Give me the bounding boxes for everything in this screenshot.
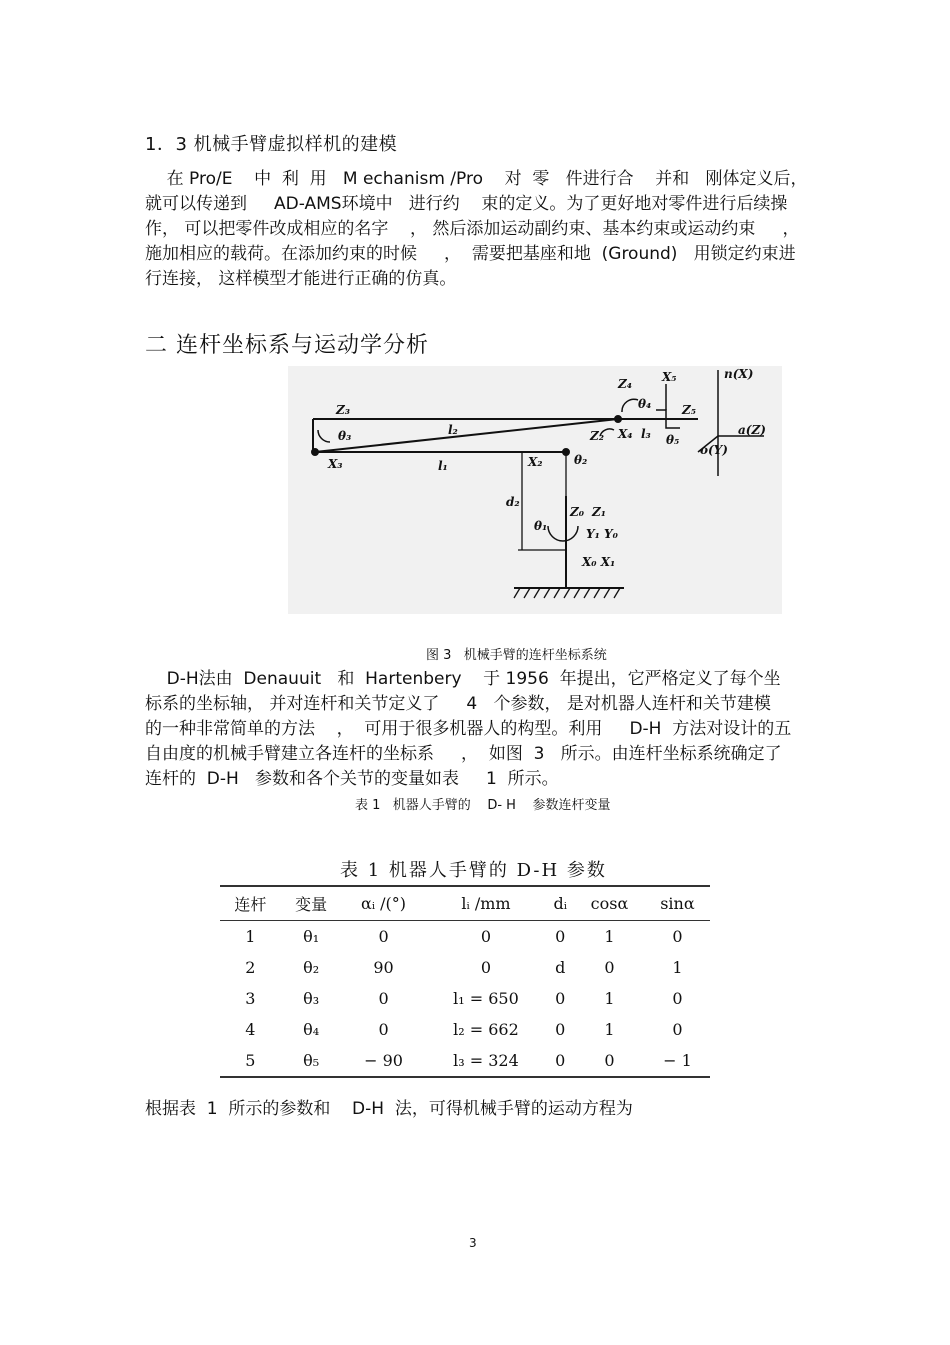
table-cell: d	[555, 958, 566, 977]
paragraph-line: 自由度的机械手臂建立各连杆的坐标系 ， 如图 3 所示。由连杆坐标系统确定了	[145, 744, 782, 764]
table-caption-small: 表 1 机器人手臂的 D- H 参数连杆变量	[355, 798, 611, 813]
label-o: o(Y)	[700, 443, 728, 457]
table-cell: 0	[672, 1020, 683, 1039]
label-n: n(X)	[724, 367, 754, 381]
table-header-row	[220, 886, 710, 921]
dh-paragraph	[145, 667, 805, 792]
link-coordinate-figure	[288, 366, 782, 614]
label-l3: l₃	[641, 427, 651, 441]
paragraph-line: 就可以传递到 AD-AMS环境中 进行约 束的定义。为了更好地对零件进行后续操	[145, 194, 788, 214]
label-theta1: θ₁	[534, 519, 548, 533]
table-row	[220, 1045, 710, 1077]
table-cell: 0	[378, 927, 389, 946]
table-cell: 0	[480, 927, 492, 946]
paragraph-line: 的一种非常简单的方法 ， 可用于很多机器人的构型。利用 D-H 方法对设计的五	[145, 719, 792, 739]
table-header: dᵢ	[546, 886, 574, 921]
table-cell: 0	[555, 989, 566, 1008]
table-header: lᵢ /mm	[426, 886, 547, 921]
figure-caption: 图 3 机械手臂的连杆坐标系统	[426, 648, 607, 663]
table-cell: θ₂	[303, 958, 320, 977]
label-x2: X₂	[528, 455, 543, 469]
table-header: 连杆	[220, 886, 281, 921]
paragraph-line: D-H法由 Denauuit 和 Hartenbery 于 1956 年提出，它严格定义了每个坐	[145, 669, 781, 689]
table-cell: θ₄	[303, 1020, 320, 1039]
label-z1: Z₁	[592, 505, 607, 519]
table-cell: l₃ = 324	[426, 1045, 547, 1077]
table-header: sinα	[645, 886, 710, 921]
label-a: a(Z)	[738, 423, 766, 437]
link-l2	[315, 419, 618, 452]
table-cell: l₂ = 662	[453, 1020, 519, 1039]
label-z3: Z₃	[336, 403, 351, 417]
label-theta2: θ₂	[574, 453, 588, 467]
table-cell: 1	[672, 958, 683, 977]
table-cell: θ₅	[281, 1045, 342, 1077]
table-row	[220, 983, 710, 1014]
table-cell: 1	[604, 989, 615, 1008]
table-cell: 0	[546, 1045, 574, 1077]
table-cell: 0	[378, 1020, 389, 1039]
table-cell: 4	[245, 1020, 256, 1039]
table-row	[220, 921, 710, 953]
table-cell: 3	[245, 989, 256, 1008]
table-cell: 1	[604, 927, 615, 946]
label-theta3: θ₃	[338, 429, 352, 443]
label-x3: X₃	[328, 457, 343, 471]
section-1-3-paragraph	[145, 167, 808, 292]
table-header: 变量	[281, 886, 342, 921]
paragraph-line: 在 Pro/E 中 利 用 M echanism /Pro 对 零 件进行合 并和 刚体定义后，	[145, 169, 808, 189]
label-l2: l₂	[448, 423, 458, 437]
table-cell: 1	[604, 1020, 615, 1039]
label-z4: Z₄	[618, 377, 633, 391]
label-y1y0: Y₁ Y₀	[586, 527, 618, 541]
label-z0: Z₀	[570, 505, 585, 519]
table-cell: θ₃	[303, 989, 320, 1008]
table-cell: 90	[373, 958, 394, 977]
table-header: αᵢ /(°)	[342, 886, 426, 921]
table-title: 表 1 机器人手臂的 D-H 参数	[340, 860, 607, 881]
label-theta4: θ₄	[638, 397, 652, 411]
label-x5: X₅	[662, 370, 677, 384]
table-cell: 0	[480, 958, 492, 977]
table-cell: − 90	[342, 1045, 426, 1077]
table-cell: θ₁	[303, 927, 320, 946]
section-heading-2: 二 连杆坐标系与运动学分析	[145, 333, 429, 358]
dh-parameter-table	[220, 885, 710, 1078]
table-cell: 0	[555, 927, 566, 946]
label-l1: l₁	[438, 459, 448, 473]
paragraph-line: 作， 可以把零件改成相应的名字 ， 然后添加运动副约束、基本约束或运动约束 ，	[145, 219, 800, 239]
ground-hatching	[514, 588, 620, 598]
paragraph-line: 施加相应的载荷。在添加约束的时候 ， 需要把基座和地 (Ground) 用锁定约束进	[145, 244, 796, 264]
table-cell: l₁ = 650	[453, 989, 519, 1008]
label-d2: d₂	[506, 495, 520, 509]
link-coordinate-diagram	[288, 366, 782, 614]
table-cell: 5	[220, 1045, 281, 1077]
table-cell: 0	[672, 927, 683, 946]
label-x0x1: X₀ X₁	[582, 555, 616, 569]
table-cell: 0	[574, 1045, 645, 1077]
table-cell: 0	[672, 989, 683, 1008]
label-z2: Z₂	[590, 429, 605, 443]
table-cell: 1	[245, 927, 256, 946]
table-cell: 0	[604, 958, 615, 977]
table-cell: 2	[245, 958, 256, 977]
table-cell: 0	[555, 1020, 566, 1039]
closing-line: 根据表 1 所示的参数和 D-H 法，可得机械手臂的运动方程为	[145, 1099, 633, 1119]
label-z5: Z₅	[682, 403, 697, 417]
table-row	[220, 1014, 710, 1045]
label-x4: X₄	[618, 427, 633, 441]
section-heading-1-3: 1．3 机械手臂虚拟样机的建模	[145, 134, 398, 155]
table-cell: − 1	[645, 1045, 710, 1077]
table-row	[220, 952, 710, 983]
paragraph-line: 标系的坐标轴， 并对连杆和关节定义了 4 个参数， 是对机器人连杆和关节建模	[145, 694, 771, 714]
label-theta5: θ₅	[666, 433, 680, 447]
table-header: cosα	[574, 886, 645, 921]
paragraph-line: 行连接， 这样模型才能进行正确的仿真。	[145, 269, 457, 289]
page-number: 3	[469, 1236, 477, 1250]
paragraph-line: 连杆的 D-H 参数和各个关节的变量如表 1 所示。	[145, 769, 559, 789]
table-cell: 0	[378, 989, 389, 1008]
